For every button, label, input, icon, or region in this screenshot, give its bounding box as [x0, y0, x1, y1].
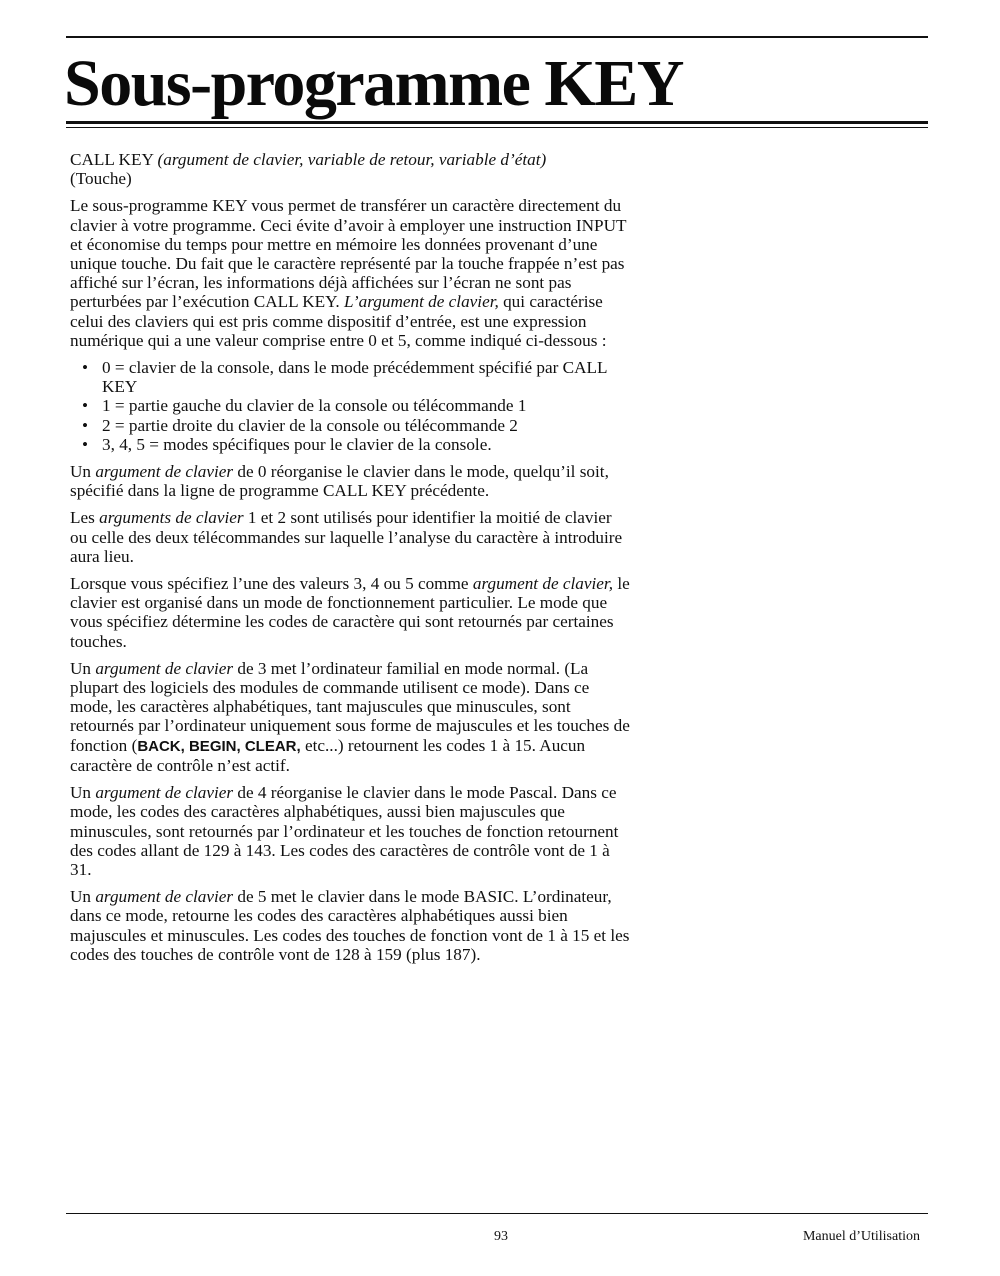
emphasis: argument de clavier: [95, 887, 234, 907]
list-item-text: 3, 4, 5 = modes spécifiques pour le clavier de la console.: [102, 434, 492, 454]
emphasis: argument de clavier: [95, 462, 234, 482]
text: de 0 réorganise le clavier dans le mode, quelqu’il soit, spécifié dans la ligne de programme CALL KEY précédente.: [70, 462, 609, 501]
emphasis: L’argument de clavier,: [343, 292, 499, 312]
emphasis: argument de clavier: [95, 783, 234, 803]
bullet-icon: •: [82, 396, 89, 416]
list-item-text: 2 = partie droite du clavier de la console ou télécommande 2: [102, 415, 518, 435]
text: Un: [70, 462, 96, 482]
bullet-icon: •: [82, 415, 89, 435]
top-rule: [66, 36, 928, 38]
title-rule-thick: [66, 121, 928, 124]
text: Un: [70, 658, 96, 678]
syntax-args: (argument de clavier, variable de retour, variable d’état): [157, 150, 547, 169]
list-item-text: 1 = partie gauche du clavier de la console ou télécommande 1: [102, 396, 527, 416]
paragraph-mode-1-2: [70, 508, 630, 566]
paragraph-mode-0: [70, 462, 630, 500]
list-item: [70, 396, 630, 415]
function-key-names: BACK, BEGIN, CLEAR,: [137, 737, 301, 755]
list-item: [70, 358, 630, 396]
emphasis: arguments de clavier: [99, 508, 244, 528]
bullet-icon: •: [82, 434, 89, 454]
list-item: [70, 435, 630, 454]
text: qui caractérise celui des claviers qui est pris comme dispositif d’entrée, est une expression numérique qui a une valeur comprise entre 0 et 5, comme indiqué ci-dessous :: [70, 292, 607, 350]
syntax-block: [70, 150, 630, 188]
page-number: 93: [494, 1229, 508, 1244]
paragraph-mode-3-4-5: [70, 574, 630, 651]
text: Le sous-programme KEY vous permet de transférer un caractère directement du clavier à votre programme. Ceci évite d’avoir à employer une instruction INPUT et économise du temps pour mettre en mémoire les données provenant d’une unique touche. Du fait que le caractère représenté par la touche frappée n’est pas affiché sur l’écran, les informations déjà affichées sur l’écran ne sont pas perturbées par l’exécution CALL KEY.: [70, 196, 627, 312]
text: de 3 met l’ordinateur familial en mode normal. (La plupart des logiciels des modules de commande utilisent ce mode). Dans ce mode, les caractères alphabétiques, tant majuscules que minuscules, sont retournés par l’ordinateur uniquement sous forme de majuscules et les touches de fonction (: [70, 658, 630, 755]
paragraph-mode-5: [70, 887, 630, 964]
footer-rule: [66, 1213, 928, 1214]
emphasis: argument de clavier: [95, 658, 234, 678]
text: Les: [70, 508, 100, 528]
title-rule-thin: [66, 127, 928, 128]
page-title: Sous-programme KEY: [64, 47, 683, 120]
text: etc...) retournent les codes 1 à 15. Aucun caractère de contrôle n’est actif.: [70, 735, 586, 775]
manual-name: Manuel d’Utilisation: [802, 1229, 920, 1244]
argument-list: [70, 358, 630, 454]
text: le clavier est organisé dans un mode de fonctionnement particulier. Le mode que vous spécifiez détermine les codes de caractère qui sont retournés par certaines touches.: [70, 574, 630, 651]
paragraph-intro: [70, 196, 630, 350]
list-item: [70, 416, 630, 435]
syntax-call: CALL KEY: [70, 150, 154, 169]
paragraph-mode-3: [70, 659, 630, 775]
emphasis: argument de clavier,: [472, 574, 614, 594]
text: Un: [70, 783, 96, 803]
syntax-subtitle: (Touche): [70, 169, 132, 189]
paragraph-mode-4: [70, 783, 630, 879]
text: de 5 met le clavier dans le mode BASIC. L’ordinateur, dans ce mode, retourne les codes des caractères alphabétiques aussi bien majuscules et minuscules. Les codes des touches de fonction vont de 1 à 15 et les codes des touches de contrôle vont de 128 à 159 (plus 187).: [70, 887, 630, 964]
text: Un: [70, 887, 96, 907]
text: de 4 réorganise le clavier dans le mode Pascal. Dans ce mode, les codes des caractères alphabétiques, aussi bien majuscules que minuscules, sont retournés par l’ordinateur et les touches de fonction retournent des codes allant de 129 à 143. Les codes des caractères de contrôle vont de 1 à 31.: [70, 783, 619, 879]
bullet-icon: •: [82, 358, 89, 378]
text: Lorsque vous spécifiez l’une des valeurs 3, 4 ou 5 comme: [70, 574, 473, 594]
list-item-text: 0 = clavier de la console, dans le mode précédemment spécifié par CALL KEY: [102, 358, 607, 397]
body-text: [70, 150, 630, 972]
text: 1 et 2 sont utilisés pour identifier la moitié de clavier ou celle des deux télécommandes sur laquelle l’analyse du caractère à introduire aura lieu.: [70, 508, 623, 566]
syntax-line: [70, 150, 630, 169]
